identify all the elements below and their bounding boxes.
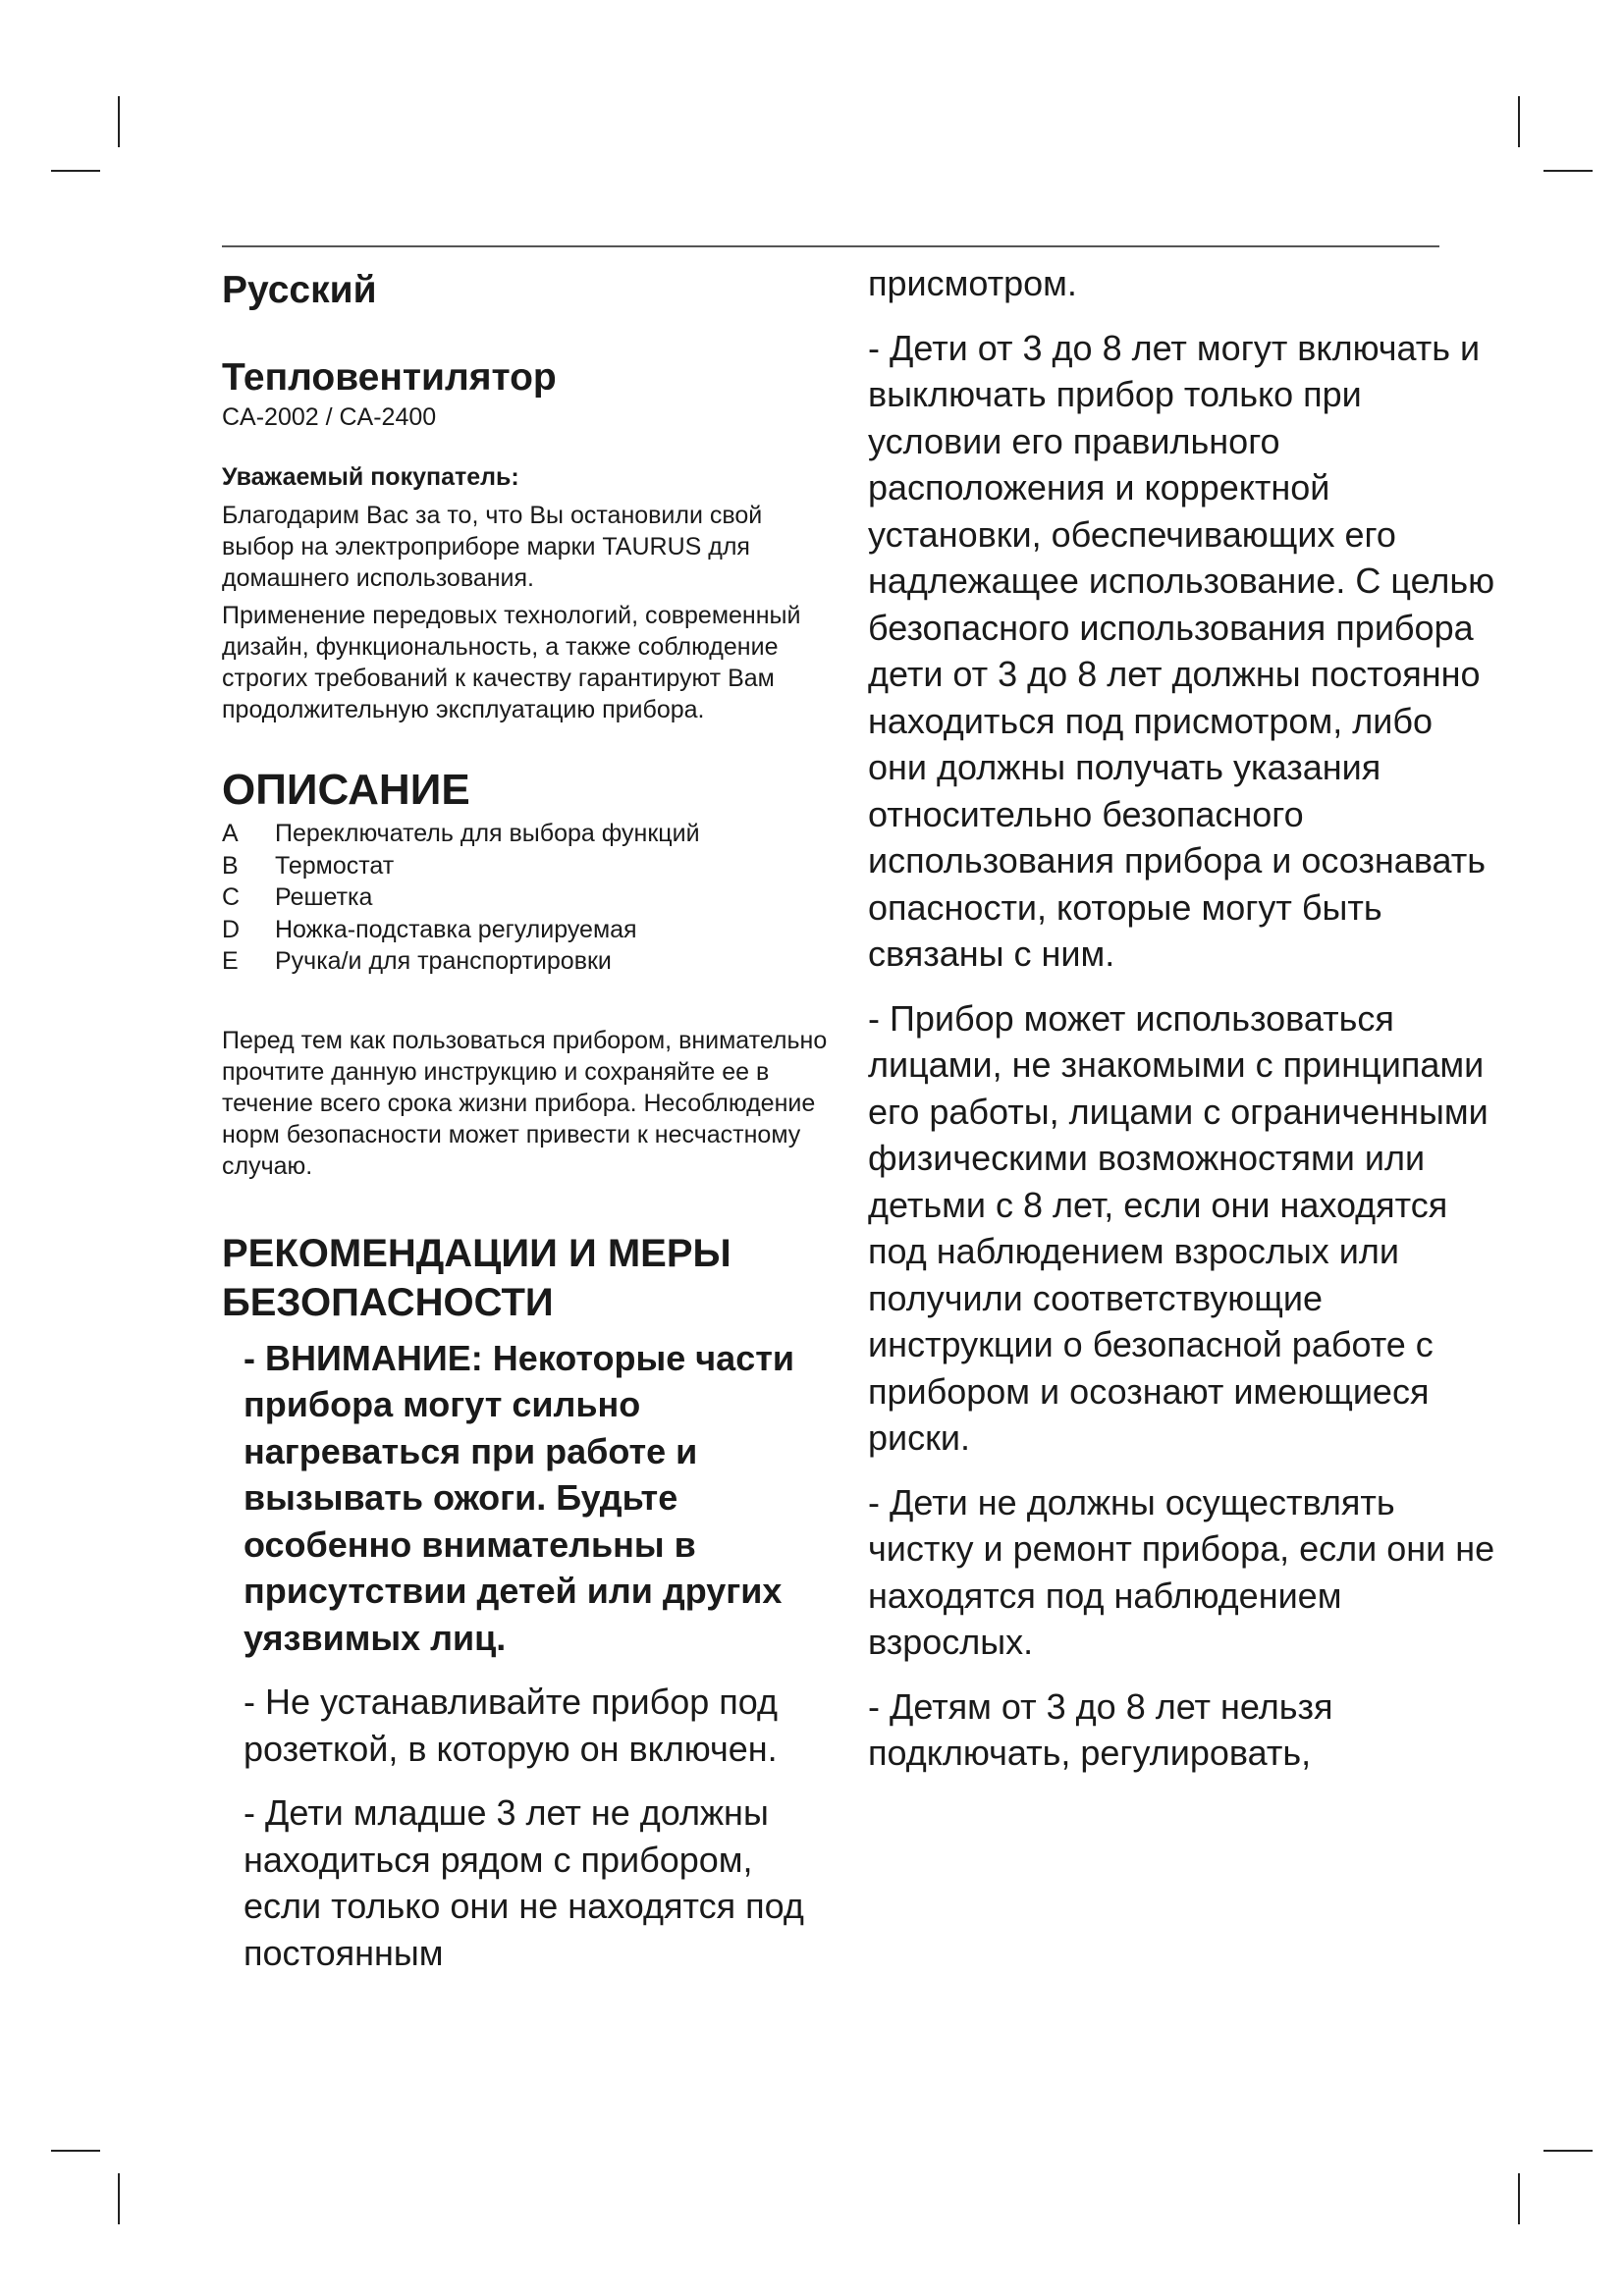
item-text: Термостат xyxy=(275,851,395,880)
item-letter: D xyxy=(222,915,241,943)
safety-item-children-under3: - Дети младше 3 лет не должны находиться рядом с прибором, если только они не находятся под постоянным xyxy=(244,1792,804,1973)
header-rule xyxy=(222,245,1439,247)
list-item xyxy=(222,850,831,882)
item-text: Ручка/и для транспортировки xyxy=(275,947,612,975)
crop-mark xyxy=(118,96,120,147)
crop-mark xyxy=(1543,2150,1593,2152)
description-title: ОПИСАНИЕ xyxy=(222,766,470,814)
list-item xyxy=(222,914,831,946)
language-heading: Русский xyxy=(222,269,377,311)
item-letter: E xyxy=(222,947,239,975)
list-item xyxy=(222,945,831,978)
safety-title: РЕКОМЕНДАЦИИ И МЕРЫ БЕЗОПАСНОСТИ xyxy=(222,1231,731,1324)
description-list xyxy=(222,818,831,978)
crop-mark xyxy=(118,2173,120,2224)
greeting: Уважаемый покупатель: xyxy=(222,463,519,491)
item-text: Решетка xyxy=(275,883,373,911)
list-item xyxy=(222,818,831,850)
right-column xyxy=(868,260,1496,1794)
safety-item-children-3-8: - Дети от 3 до 8 лет могут включать и выключать прибор только при условии его правильного расположения и корректной установки, обеспечивающих его надлежащее использование. С целью безопасного использования прибора дети от 3 до 8 лет должны постоянно находиться под присмотром, либо они должны получать указания относительно безопасного использования прибора и осознавать опасности, которые могут быть связаны с ним. xyxy=(868,327,1495,974)
crop-mark xyxy=(51,170,100,172)
list-item xyxy=(222,881,831,914)
product-title: Тепловентилятор xyxy=(222,356,557,399)
crop-mark xyxy=(1518,96,1520,147)
continuation-text: присмотром. xyxy=(868,263,1077,303)
item-letter: A xyxy=(222,820,239,847)
safety-item-connect: - Детям от 3 до 8 лет нельзя подключать, регулировать, xyxy=(868,1685,1333,1773)
item-letter: B xyxy=(222,851,239,880)
item-text: Переключатель для выбора функций xyxy=(275,820,700,847)
crop-mark xyxy=(1543,170,1593,172)
safety-item-persons: - Прибор может использоваться лицами, не знакомыми с принципами его работы, лицами с ограниченными физическими возможностями или детьми с 8 лет, если они находятся под наблюдением взрослых или получили соответствующие инструкции о безопасной работе с прибором и осознают имеющиеся риски. xyxy=(868,997,1489,1458)
safety-item-socket: - Не устанавливайте прибор под розеткой, в которую он включен. xyxy=(244,1682,779,1769)
intro-paragraph-2: Применение передовых технологий, современный дизайн, функциональность, а также соблюдение строгих требований к качеству гарантируют Вам продолжительную эксплуатацию прибора. xyxy=(222,602,801,723)
before-use-notice: Перед тем как пользоваться прибором, внимательно прочтите данную инструкцию и сохраняйте ее в течение всего срока жизни прибора. Несоблюдение норм безопасности может привести к несчастному случаю. xyxy=(222,1026,828,1180)
crop-mark xyxy=(51,2150,100,2152)
intro-paragraph-1: Благодарим Вас за то, что Вы остановили свой выбор на электроприборе марки TAURUS для домашнего использования. xyxy=(222,502,763,592)
crop-mark xyxy=(1518,2173,1520,2224)
item-letter: C xyxy=(222,883,241,911)
safety-warning: - ВНИМАНИЕ: Некоторые части прибора могут сильно нагреваться при работе и вызывать ожоги. Будьте особенно внимательны в присутствии детей или других уязвимых лиц. xyxy=(244,1337,794,1658)
safety-item-cleaning: - Дети не должны осуществлять чистку и ремонт прибора, если они не находятся под наблюдением взрослых. xyxy=(868,1481,1495,1662)
model-number: CA-2002 / CA-2400 xyxy=(222,403,437,431)
item-text: Ножка-подставка регулируемая xyxy=(275,915,637,943)
left-column xyxy=(222,260,831,1994)
